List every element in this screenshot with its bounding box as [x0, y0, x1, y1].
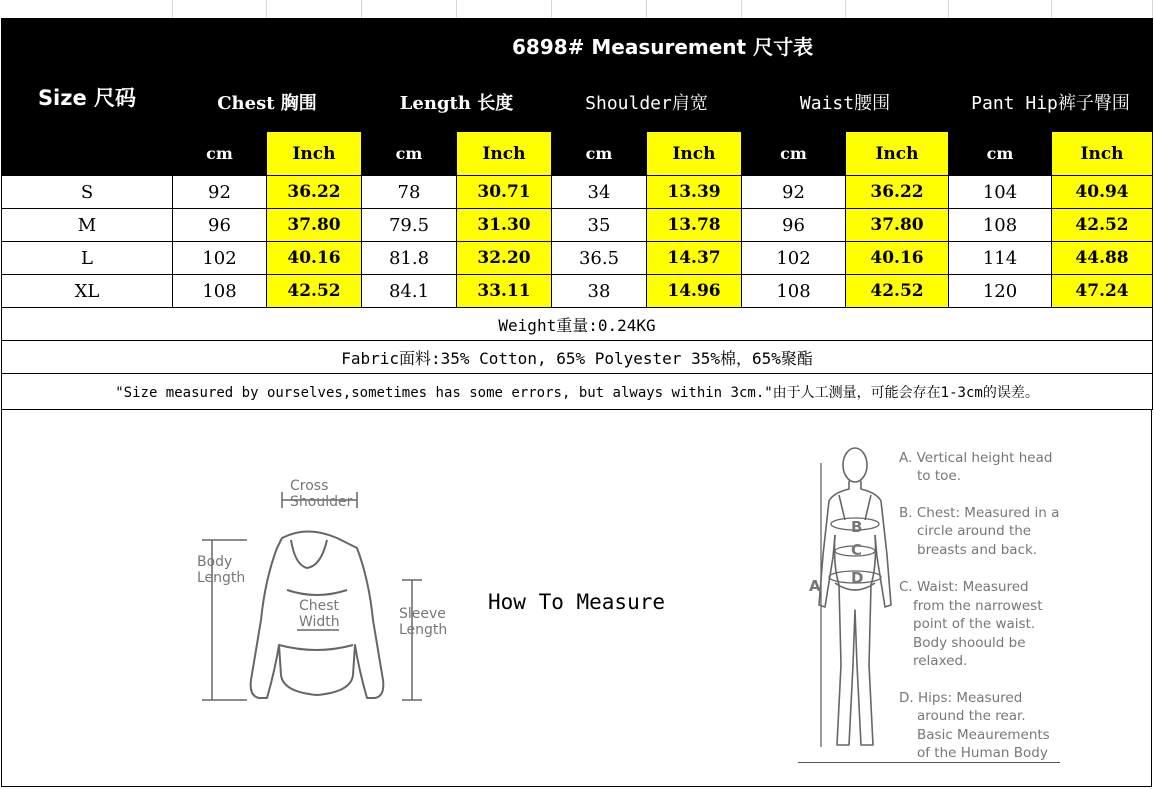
sleeve-length-label-line1: Sleeve — [399, 606, 446, 622]
note-c-line1: C. Waist: Measured — [899, 579, 1029, 595]
cm-value-cell: 120 — [949, 275, 1052, 308]
size-row — [2, 209, 1153, 242]
note-a-line1: A. Vertical height head — [899, 450, 1053, 466]
inch-value-cell: 13.78 — [647, 209, 742, 242]
column-header-shoulder: Shoulder肩宽 — [552, 72, 742, 132]
note-d-line1: D. Hips: Measured — [899, 690, 1023, 706]
note-b-line2: circle around the — [917, 523, 1032, 539]
size-row — [2, 275, 1153, 308]
inch-value-cell: 36.22 — [267, 176, 362, 209]
inch-value-cell: 42.52 — [267, 275, 362, 308]
note-c-line2: from the narrowest — [913, 598, 1043, 614]
size-row — [2, 242, 1153, 275]
column-header-waist: Waist腰围 — [742, 72, 949, 132]
note-d-line2: around the rear. — [917, 708, 1026, 724]
inch-value-cell: 42.52 — [846, 275, 949, 308]
size-header: Size 尺码 — [2, 19, 173, 176]
inch-value-cell: 33.11 — [457, 275, 552, 308]
inch-value-cell: 14.37 — [647, 242, 742, 275]
unit-cm: cm — [552, 132, 647, 176]
chart-title: 6898# Measurement 尺寸表 — [173, 19, 1153, 72]
unit-cm: cm — [362, 132, 457, 176]
unit-inch: Inch — [457, 132, 552, 176]
measurement-note: "Size measured by ourselves,sometimes has some errors, but always within 3cm."由于人工测量，可能会存在1-3cm的误差。 — [2, 374, 1153, 410]
inch-value-cell: 40.16 — [846, 242, 949, 275]
note-c-line4: Body shoould be — [913, 635, 1026, 651]
body-figure-illustration — [797, 435, 907, 765]
body-marker-c: C — [851, 541, 863, 559]
sleeve-length-label-line2: Length — [399, 622, 448, 638]
body-marker-b: B — [851, 518, 863, 536]
cross-shoulder-label-line1: Cross — [290, 478, 329, 494]
cm-value-cell: 96 — [742, 209, 846, 242]
measurement-guide — [1, 410, 1152, 787]
cm-value-cell: 92 — [742, 176, 846, 209]
unit-inch: Inch — [267, 132, 362, 176]
cm-value-cell: 35 — [552, 209, 647, 242]
note-b-line3: breasts and back. — [917, 542, 1038, 558]
inch-value-cell: 36.22 — [846, 176, 949, 209]
unit-inch: Inch — [1052, 132, 1153, 176]
unit-cm: cm — [742, 132, 846, 176]
size-chart-table — [1, 18, 1153, 410]
cm-value-cell: 104 — [949, 176, 1052, 209]
inch-value-cell: 37.80 — [267, 209, 362, 242]
inch-value-cell: 32.20 — [457, 242, 552, 275]
body-notes-divider — [798, 762, 1060, 763]
body-length-label-line2: Length — [197, 570, 246, 586]
cm-value-cell: 108 — [173, 275, 267, 308]
size-row — [2, 176, 1153, 209]
cm-value-cell: 38 — [552, 275, 647, 308]
note-c-line3: point of the waist. — [913, 616, 1036, 632]
column-header-chest: Chest 胸围 — [173, 72, 362, 132]
cm-value-cell: 34 — [552, 176, 647, 209]
weight-info: Weight重量:0.24KG — [2, 308, 1153, 341]
body-notes — [897, 445, 1067, 765]
inch-value-cell: 44.88 — [1052, 242, 1153, 275]
cm-value-cell: 78 — [362, 176, 457, 209]
body-marker-a: A — [809, 577, 821, 595]
column-header-length: Length 长度 — [362, 72, 552, 132]
chest-width-label-line2: Width — [299, 614, 340, 630]
cm-value-cell: 114 — [949, 242, 1052, 275]
size-cell: L — [2, 242, 173, 275]
column-header-pant-hip: Pant Hip裤子臀围 — [949, 72, 1153, 132]
cross-shoulder-label-line2: Shoulder — [290, 494, 353, 510]
cm-value-cell: 36.5 — [552, 242, 647, 275]
cm-value-cell: 108 — [742, 275, 846, 308]
inch-value-cell: 42.52 — [1052, 209, 1153, 242]
note-d-line3: Basic Meaurements — [917, 727, 1050, 743]
unit-cm: cm — [949, 132, 1052, 176]
unit-inch: Inch — [647, 132, 742, 176]
cm-value-cell: 108 — [949, 209, 1052, 242]
inch-value-cell: 37.80 — [846, 209, 949, 242]
sweater-illustration — [187, 470, 457, 720]
inch-value-cell: 47.24 — [1052, 275, 1153, 308]
cm-value-cell: 102 — [173, 242, 267, 275]
body-length-label-line1: Body — [197, 554, 233, 570]
cm-value-cell: 81.8 — [362, 242, 457, 275]
inch-value-cell: 40.94 — [1052, 176, 1153, 209]
note-b-line1: B. Chest: Measured in a — [899, 505, 1060, 521]
note-d-line4: of the Human Body — [917, 745, 1048, 761]
inch-value-cell: 14.96 — [647, 275, 742, 308]
chest-width-label-line1: Chest — [299, 598, 340, 614]
cm-value-cell: 92 — [173, 176, 267, 209]
how-to-measure-label: How To Measure — [488, 590, 666, 614]
unit-cm: cm — [173, 132, 267, 176]
cm-value-cell: 79.5 — [362, 209, 457, 242]
body-marker-d: D — [851, 569, 864, 587]
inch-value-cell: 40.16 — [267, 242, 362, 275]
note-c-line5: relaxed. — [913, 653, 968, 669]
fabric-info: Fabric面料:35% Cotton, 65% Polyester 35%棉，65%聚酯 — [2, 341, 1153, 374]
inch-value-cell: 31.30 — [457, 209, 552, 242]
size-cell: M — [2, 209, 173, 242]
unit-inch: Inch — [846, 132, 949, 176]
size-cell: S — [2, 176, 173, 209]
size-cell: XL — [2, 275, 173, 308]
cm-value-cell: 84.1 — [362, 275, 457, 308]
cm-value-cell: 96 — [173, 209, 267, 242]
note-a-line2: to toe. — [917, 468, 961, 484]
inch-value-cell: 13.39 — [647, 176, 742, 209]
size-rows — [2, 176, 1153, 308]
cm-value-cell: 102 — [742, 242, 846, 275]
inch-value-cell: 30.71 — [457, 176, 552, 209]
